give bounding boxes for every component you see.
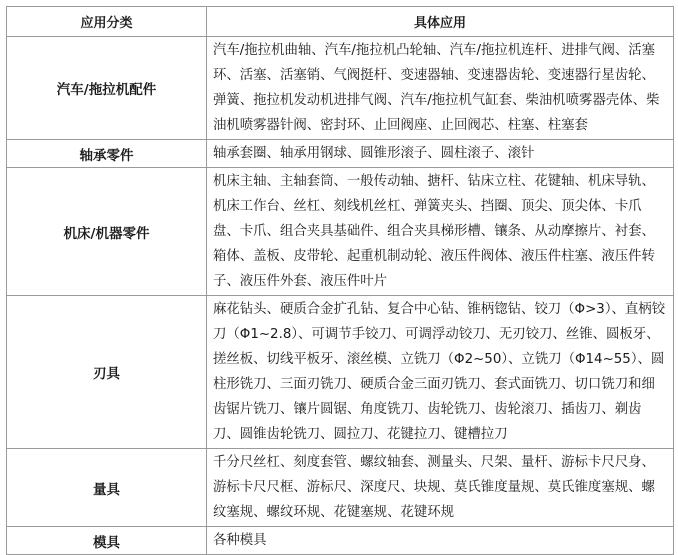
row-category: 模具 [7, 527, 207, 555]
row-category: 轴承零件 [7, 140, 207, 168]
row-application: 轴承套圈、轴承用钢球、圆锥形滚子、圆柱滚子、滚针 [207, 140, 674, 168]
row-category: 量具 [7, 449, 207, 527]
row-category: 机床/机器零件 [7, 168, 207, 296]
row-application: 千分尺丝杠、刻度套管、螺纹轴套、测量头、尺架、量杆、游标卡尺尺身、游标卡尺尺框、游标尺、深度尺、块规、莫氏锥度量规、莫氏锥度塞规、螺纹塞规、螺纹环规、花键塞规、花键环规 [207, 449, 674, 527]
row-application: 汽车/拖拉机曲轴、汽车/拖拉机凸轮轴、汽车/拖拉机连杆、进排气阀、活塞环、活塞、活塞销、气阀挺杆、变速器轴、变速器齿轮、变速器行星齿轮、弹簧、拖拉机发动机进排气阀、汽车/拖拉机气缸套、柴油机喷雾器壳体、柴油机喷雾器针阀、密封环、止回阀座、止回阀芯、柱塞、柱塞套 [207, 37, 674, 140]
application-table [6, 6, 674, 555]
table-row [7, 296, 674, 449]
row-application: 麻花钻头、硬质合金扩孔钻、复合中心钻、锥柄锪钻、铰刀（Φ>3）、直柄铰刀（Φ1~2.8）、可调节手铰刀、可调浮动铰刀、无刃铰刀、丝锥、圆板牙、搓丝板、切线平板牙、滚丝模、立铣刀（Φ2~50）、立铣刀（Φ14~55）、圆柱形铣刀、三面刃铣刀、硬质合金三面刃铣刀、套式面铣刀、切口铣刀和细齿锯片铣刀、镶片圆锯、角度铣刀、齿轮铣刀、齿轮滚刀、插齿刀、剃齿刀、圆锥齿轮铣刀、圆拉刀、花键拉刀、键槽拉刀 [207, 296, 674, 449]
table-row [7, 140, 674, 168]
application-table-container [6, 6, 673, 555]
table-row [7, 527, 674, 555]
table-row [7, 168, 674, 296]
row-category: 刃具 [7, 296, 207, 449]
header-application: 具体应用 [207, 7, 674, 37]
row-application: 各种模具 [207, 527, 674, 555]
row-application: 机床主轴、主轴套筒、一般传动轴、搪杆、钻床立柱、花键轴、机床导轨、机床工作台、丝杠、刻线机丝杠、弹簧夹头、挡圈、顶尖、顶尖体、卡爪盘、卡爪、组合夹具基础件、组合夹具梯形槽、镶条、从动摩擦片、衬套、箱体、盖板、皮带轮、起重机制动轮、液压件阀体、液压件柱塞、液压件转子、液压件外套、液压件叶片 [207, 168, 674, 296]
table-row [7, 37, 674, 140]
table-row [7, 449, 674, 527]
table-header-row [7, 7, 674, 37]
header-category: 应用分类 [7, 7, 207, 37]
row-category: 汽车/拖拉机配件 [7, 37, 207, 140]
